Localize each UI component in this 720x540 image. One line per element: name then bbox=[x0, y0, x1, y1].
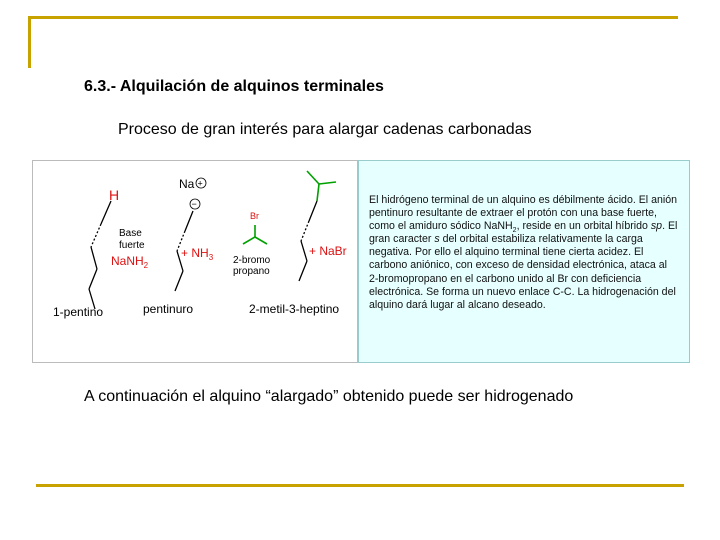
sodium-cation-label: Na bbox=[179, 177, 195, 191]
name-2-metil-3-heptino: 2-metil-3-heptino bbox=[249, 302, 340, 316]
left-gold-rule bbox=[28, 16, 31, 68]
bromopropane-skeleton bbox=[243, 225, 267, 244]
reaction-scheme-drawing bbox=[33, 161, 359, 364]
explanation-italic-sp: sp bbox=[650, 220, 663, 233]
explanation-text-part-1: El hidrógeno terminal de un alquino es débilmente ácido. El anión pentinuro resultante de extraer el protón con una base fuerte, como el amiduro sódico NaNH bbox=[369, 194, 678, 233]
slide-title: 6.3.- Alquilación de alquinos terminales bbox=[84, 78, 384, 95]
sodium-bromide-byproduct-label: + NaBr bbox=[309, 244, 347, 258]
bromopropane-name-line-1: 2-bromo bbox=[233, 255, 271, 266]
explanation-text-part-4: del orbital estabiliza relativamente la carga negativa. Por ello el alquino terminal tiene cierta acidez. El carbono aniónico, con exceso de densidad electrónica, ataca al 2-bromopropano en el carbono unido al Br con deficiencia electrónica. Se forma un nuevo enlace C-C. La hidrogenación del alquino dará lugar al alcano deseado. bbox=[369, 233, 676, 311]
footer-statement: A continuación el alquino “alargado” obtenido puede ser hidrogenado bbox=[84, 388, 574, 405]
name-1-pentino: 1-pentino bbox=[53, 305, 104, 319]
explanation-text-part-2: , reside en un orbital híbrido bbox=[516, 220, 651, 233]
base-label-line-1: Base bbox=[119, 228, 142, 239]
bromopropane-name-line-2: propano bbox=[233, 266, 270, 277]
top-gold-rule bbox=[28, 16, 678, 19]
reagent-label: NaNH$_2$ bbox=[111, 254, 149, 270]
explanation-text-part-3: . El gran caracter bbox=[369, 220, 678, 246]
terminal-hydrogen-label: H bbox=[109, 187, 120, 203]
bottom-gold-rule bbox=[36, 484, 684, 487]
bromine-atom-label: Br bbox=[250, 211, 259, 221]
pentyne-skeleton bbox=[89, 201, 111, 309]
positive-charge-sign: + bbox=[197, 178, 203, 189]
explanation-text-box bbox=[358, 160, 690, 363]
negative-charge-sign: − bbox=[191, 199, 197, 209]
reaction-scheme-panel bbox=[32, 160, 358, 363]
explanation-italic-s: s bbox=[434, 233, 440, 246]
ammonia-byproduct-label: + $NH_3$ bbox=[181, 246, 214, 262]
slide-subtitle: Proceso de gran interés para alargar cadenas carbonadas bbox=[118, 121, 532, 138]
product-skeleton bbox=[299, 171, 336, 281]
name-pentinuro: pentinuro bbox=[143, 302, 194, 316]
explanation-subscript-2: 2 bbox=[512, 227, 517, 235]
base-label-line-2: fuerte bbox=[119, 240, 145, 251]
